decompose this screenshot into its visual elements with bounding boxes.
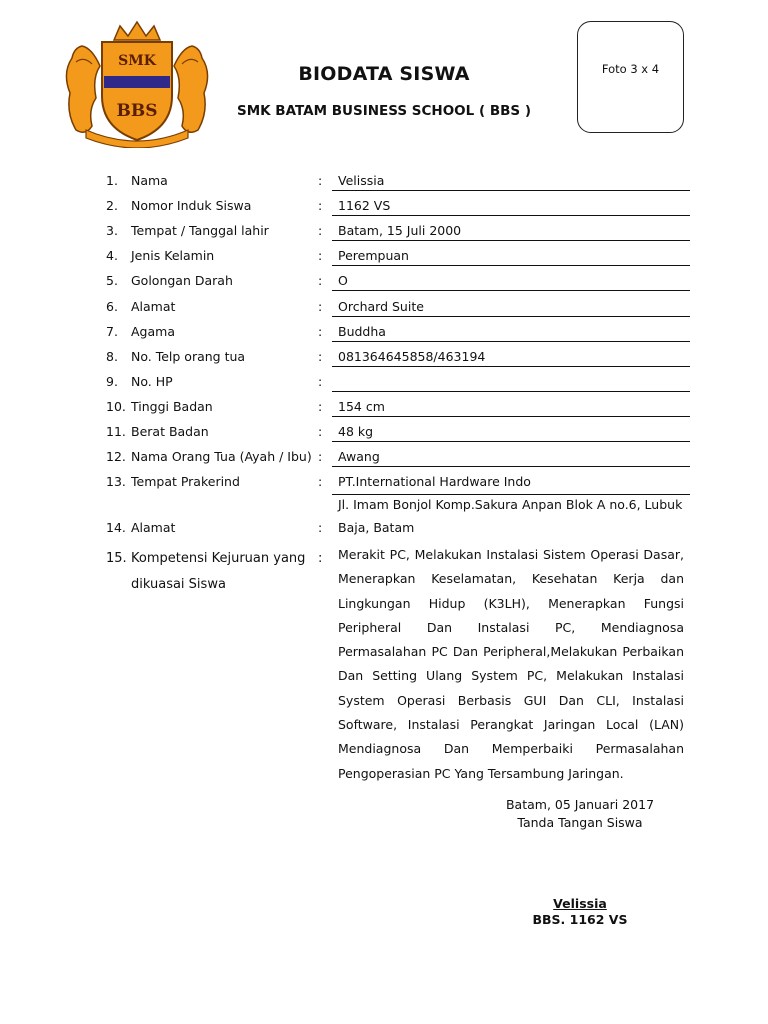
svg-text:BBS: BBS (116, 101, 158, 121)
field-number: 14. (106, 520, 126, 535)
field-row (0, 446, 768, 468)
signature-caption: Tanda Tangan Siswa (517, 815, 643, 830)
field-value: 154 cm (332, 396, 690, 417)
field-colon: : (318, 373, 323, 389)
field-number: 8. (106, 348, 118, 364)
field-colon: : (318, 323, 323, 339)
field-label: No. HP (131, 373, 173, 389)
field-value (332, 371, 690, 392)
field-colon: : (318, 198, 323, 214)
field-label: Tempat Prakerind (131, 474, 240, 490)
field-colon: : (318, 424, 323, 439)
field-value: PT.International Hardware Indo (338, 474, 531, 490)
field-label: Nama (131, 173, 168, 188)
field-row (0, 170, 768, 192)
field-value: 1162 VS (332, 195, 690, 216)
field-label: Agama (131, 323, 175, 339)
field-label: Tinggi Badan (131, 398, 213, 414)
field-colon: : (318, 298, 323, 314)
field-number: 11. (106, 424, 126, 439)
field-colon: : (318, 273, 323, 289)
field-row (0, 371, 768, 393)
field-number: 13. (106, 474, 126, 490)
field-row (0, 220, 768, 242)
field-value: Velissia (332, 170, 690, 191)
field-value: O (332, 270, 690, 291)
field-label: Nama Orang Tua (Ayah / Ibu) (131, 449, 312, 465)
signature-nis: BBS. 1162 VS (532, 912, 628, 927)
field-colon: : (318, 398, 323, 414)
field-row (0, 321, 768, 343)
field-colon: : (318, 173, 323, 188)
field-row (0, 471, 768, 493)
field-row (0, 421, 768, 443)
field-label: Jenis Kelamin (131, 248, 215, 264)
field-value: 48 kg (332, 421, 690, 442)
field-value: Awang (332, 446, 690, 467)
field-number: 5. (106, 273, 118, 289)
field-label: Alamat (131, 298, 176, 314)
field-value: Baja, Batam (338, 520, 415, 535)
signature-name: Velissia (553, 896, 607, 911)
prakerind-address-line: Jl. Imam Bonjol Komp.Sakura Anpan Blok A no.6, Lubuk (332, 494, 690, 516)
field-number: 9. (106, 373, 118, 389)
field-label: No. Telp orang tua (131, 348, 246, 364)
field-row (0, 396, 768, 418)
field-number: 3. (106, 223, 118, 239)
svg-text:SMK: SMK (118, 53, 156, 69)
photo-placeholder (577, 21, 684, 133)
signature-place-date: Batam, 05 Januari 2017 (505, 797, 655, 812)
field-colon: : (318, 551, 323, 566)
photo-label: Foto 3 x 4 (601, 62, 660, 76)
field-number: 6. (106, 298, 118, 314)
school-name: SMK BATAM BUSINESS SCHOOL ( BBS ) (236, 103, 532, 119)
field-row (0, 270, 768, 292)
field-label: Tempat / Tanggal lahir (131, 223, 269, 239)
field-colon: : (318, 520, 323, 535)
field-row (0, 296, 768, 318)
field-label: Berat Badan (131, 424, 209, 439)
field-number: 4. (106, 248, 118, 264)
field-value: Orchard Suite (332, 296, 690, 317)
field-value: 081364645858/463194 (332, 346, 690, 367)
field-row (0, 195, 768, 217)
field-value: Perempuan (332, 245, 690, 266)
field-number: 10. (106, 398, 126, 414)
field-number: 1. (106, 173, 118, 188)
field-colon: : (318, 223, 323, 239)
kompetensi-value: Merakit PC, Melakukan Instalasi Sistem Operasi Dasar, Menerapkan Keselamatan, Kesehatan Kerja dan Lingkungan Hidup (K3LH), Menerapkan Fungsi Peripheral Dan Instalasi PC, Mendiagnosa Permasalahan PC Dan Peripheral,Melakukan Perbaikan Dan Setting Ulang System PC, Melakukan Instalasi System Operasi Berbasis GUI Dan CLI, Instalasi Software, Instalasi Perangkat Jaringan Local (LAN) Mendiagnosa Dan Memperbaiki Permasalahan Pengoperasian PC Yang Tersambung Jaringan. (338, 547, 684, 781)
field-value: Batam, 15 Juli 2000 (332, 220, 690, 241)
field-number: 2. (106, 198, 118, 214)
field-colon: : (318, 449, 323, 465)
field-label: Nomor Induk Siswa (131, 198, 252, 214)
field-label: Alamat (131, 520, 176, 535)
field-colon: : (318, 348, 323, 364)
field-number: 12. (106, 449, 126, 465)
field-number: 15. (106, 551, 127, 566)
field-label-kompetensi: Kompetensi Kejuruan yang dikuasai Siswa (131, 551, 306, 592)
field-row (0, 346, 768, 368)
field-number: 7. (106, 323, 118, 339)
crown-icon (114, 22, 160, 40)
field-value: Buddha (332, 321, 690, 342)
field-colon: : (318, 474, 323, 490)
field-row (0, 245, 768, 267)
page-title: BIODATA SISWA (298, 63, 470, 85)
field-label: Golongan Darah (131, 273, 233, 289)
field-colon: : (318, 248, 323, 264)
field-row-alamat-prakerind (0, 517, 768, 539)
